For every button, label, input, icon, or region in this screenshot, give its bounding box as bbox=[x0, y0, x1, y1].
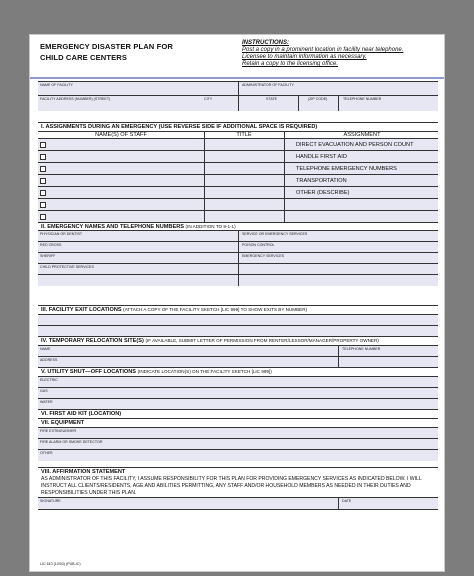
services-label: SERVICE OR EMERGENCY SERVICES bbox=[242, 232, 308, 236]
electric-label: ELECTRIC bbox=[40, 378, 58, 382]
sheriff-label: SHERIFF bbox=[40, 254, 56, 258]
duty-label: OTHER (DESCRIBE) bbox=[296, 190, 350, 196]
state-label: STATE bbox=[266, 97, 278, 101]
instruction-line: Retain a copy to the licensing office. bbox=[242, 61, 339, 67]
section-3-title: III. FACILITY EXIT LOCATIONS (ATTACH A COPY OF THE FACILITY SKETCH [LIC 999] TO SHOW EXITS BY NUMBER) bbox=[41, 307, 308, 313]
affirmation-statement: AS ADMINISTRATOR OF THIS FACILITY, I ASSUME RESPONSIBILITY FOR THIS PLAN FOR PROVIDING EMERGENCY SERVICES AS INDICATED BELOW. I WILL INSTRUCT ALL CLIENTS/RESIDENTS, AGE AND ABILITIES PERMITTING, ANY STAFF AND/OR HOUSEHOLD MEMBERS AS NEEDED IN THEIR DUTIES AND RESPONSIBILITIES UNDER THIS PLAN. bbox=[41, 476, 422, 496]
row-checkbox[interactable] bbox=[40, 190, 46, 196]
form-title bbox=[40, 41, 173, 63]
row-checkbox[interactable] bbox=[40, 214, 46, 220]
section-7-title: VII. EQUIPMENT bbox=[41, 420, 85, 426]
section-2-title: II. EMERGENCY NAMES AND TELEPHONE NUMBERS (IN ADDITION TO 9-1-1) bbox=[41, 224, 236, 230]
facility-name-label: NAME OF FACILITY bbox=[40, 83, 73, 87]
date-label: DATE bbox=[342, 499, 352, 503]
facility-name-row bbox=[38, 81, 438, 96]
section-5-title: V. UTILITY SHUT—OFF LOCATIONS (INDICATE LOCATION(S) ON THE FACILITY SKETCH [LIC 999]) bbox=[41, 369, 272, 375]
title-line-2: CHILD CARE CENTERS bbox=[40, 53, 128, 62]
emergency-contact-row bbox=[38, 274, 438, 286]
title-line-1: EMERGENCY DISASTER PLAN FOR bbox=[40, 42, 173, 51]
city-label: CITY bbox=[204, 97, 213, 101]
poison-control-label: POISON CONTROL bbox=[242, 243, 275, 247]
instruction-line: Post a copy in a prominent location in facility near telephone. bbox=[242, 47, 404, 53]
row-checkbox[interactable] bbox=[40, 178, 46, 184]
section-1-title: I. ASSIGNMENTS DURING AN EMERGENCY (USE REVERSE SIDE IF ADDITIONAL SPACE IS REQUIRED) bbox=[41, 124, 318, 130]
physician-label: PHYSICIAN OR DENTIST bbox=[40, 232, 83, 236]
equipment-row bbox=[38, 449, 438, 461]
row-checkbox[interactable] bbox=[40, 142, 46, 148]
phone-label: TELEPHONE NUMBER bbox=[343, 97, 382, 101]
signature-bottom-rule bbox=[38, 509, 438, 510]
row-checkbox[interactable] bbox=[40, 166, 46, 172]
relocation-address-label: ADDRESS bbox=[40, 358, 58, 362]
emergency-services-label: EMERGENCY SERVICES bbox=[242, 254, 285, 258]
gas-label: GAS bbox=[40, 389, 48, 393]
header-rule bbox=[30, 77, 444, 79]
duty-label: TELEPHONE EMERGENCY NUMBERS bbox=[296, 166, 397, 172]
relocation-name-label: NAME bbox=[40, 347, 51, 351]
staff-column-header: NAME(S) OF STAFF bbox=[95, 132, 147, 138]
facility-address-row bbox=[38, 95, 438, 111]
duty-label: TRANSPORTATION bbox=[296, 178, 347, 184]
duty-label: DIRECT EVACUATION AND PERSON COUNT bbox=[296, 142, 414, 148]
instruction-line: Licensee to maintain information as necessary. bbox=[242, 54, 367, 60]
assignment-column-header: ASSIGNMENT bbox=[343, 132, 381, 138]
form-id: LIC 610 (10/03) (PUB-IC) bbox=[40, 562, 81, 566]
instructions-title: INSTRUCTIONS: bbox=[242, 40, 289, 46]
section-6-title: VI. FIRST AID KIT (LOCATION) bbox=[41, 411, 122, 417]
signature-label: SIGNATURE bbox=[40, 499, 61, 503]
form-page bbox=[29, 34, 445, 572]
cps-label: CHILD PROTECTIVE SERVICES bbox=[40, 265, 94, 269]
form-grid bbox=[38, 81, 438, 571]
facility-address-label: FACILITY ADDRESS (NUMBER) (STREET) bbox=[40, 97, 111, 101]
title-column-header: TITLE bbox=[236, 132, 252, 138]
instructions-block bbox=[242, 40, 438, 68]
equipment-other-label: OTHER bbox=[40, 451, 53, 455]
fire-alarm-label: FIRE ALARM OR SMOKE DETECTOR bbox=[40, 440, 103, 444]
administrator-label: ADMINISTRATOR OF FACILITY bbox=[242, 83, 294, 87]
zip-label: (ZIP CODE) bbox=[308, 97, 328, 101]
red-cross-label: RED CROSS bbox=[40, 243, 62, 247]
relocation-phone-label: TELEPHONE NUMBER bbox=[342, 347, 381, 351]
duty-label: HANDLE FIRST AID bbox=[296, 154, 347, 160]
row-checkbox[interactable] bbox=[40, 202, 46, 208]
water-label: WATER bbox=[40, 400, 53, 404]
section-8-title: VIII. AFFIRMATION STATEMENT bbox=[41, 469, 126, 475]
fire-extinguisher-label: FIRE EXTINGUISHER bbox=[40, 429, 77, 433]
section-4-title: IV. TEMPORARY RELOCATION SITE(S) (IF AVAILABLE, SUBMIT LETTER OF PERMISSION FROM RENTER/LESSOR/MANAGER/PROPERTY OWNER) bbox=[41, 338, 379, 344]
row-checkbox[interactable] bbox=[40, 154, 46, 160]
